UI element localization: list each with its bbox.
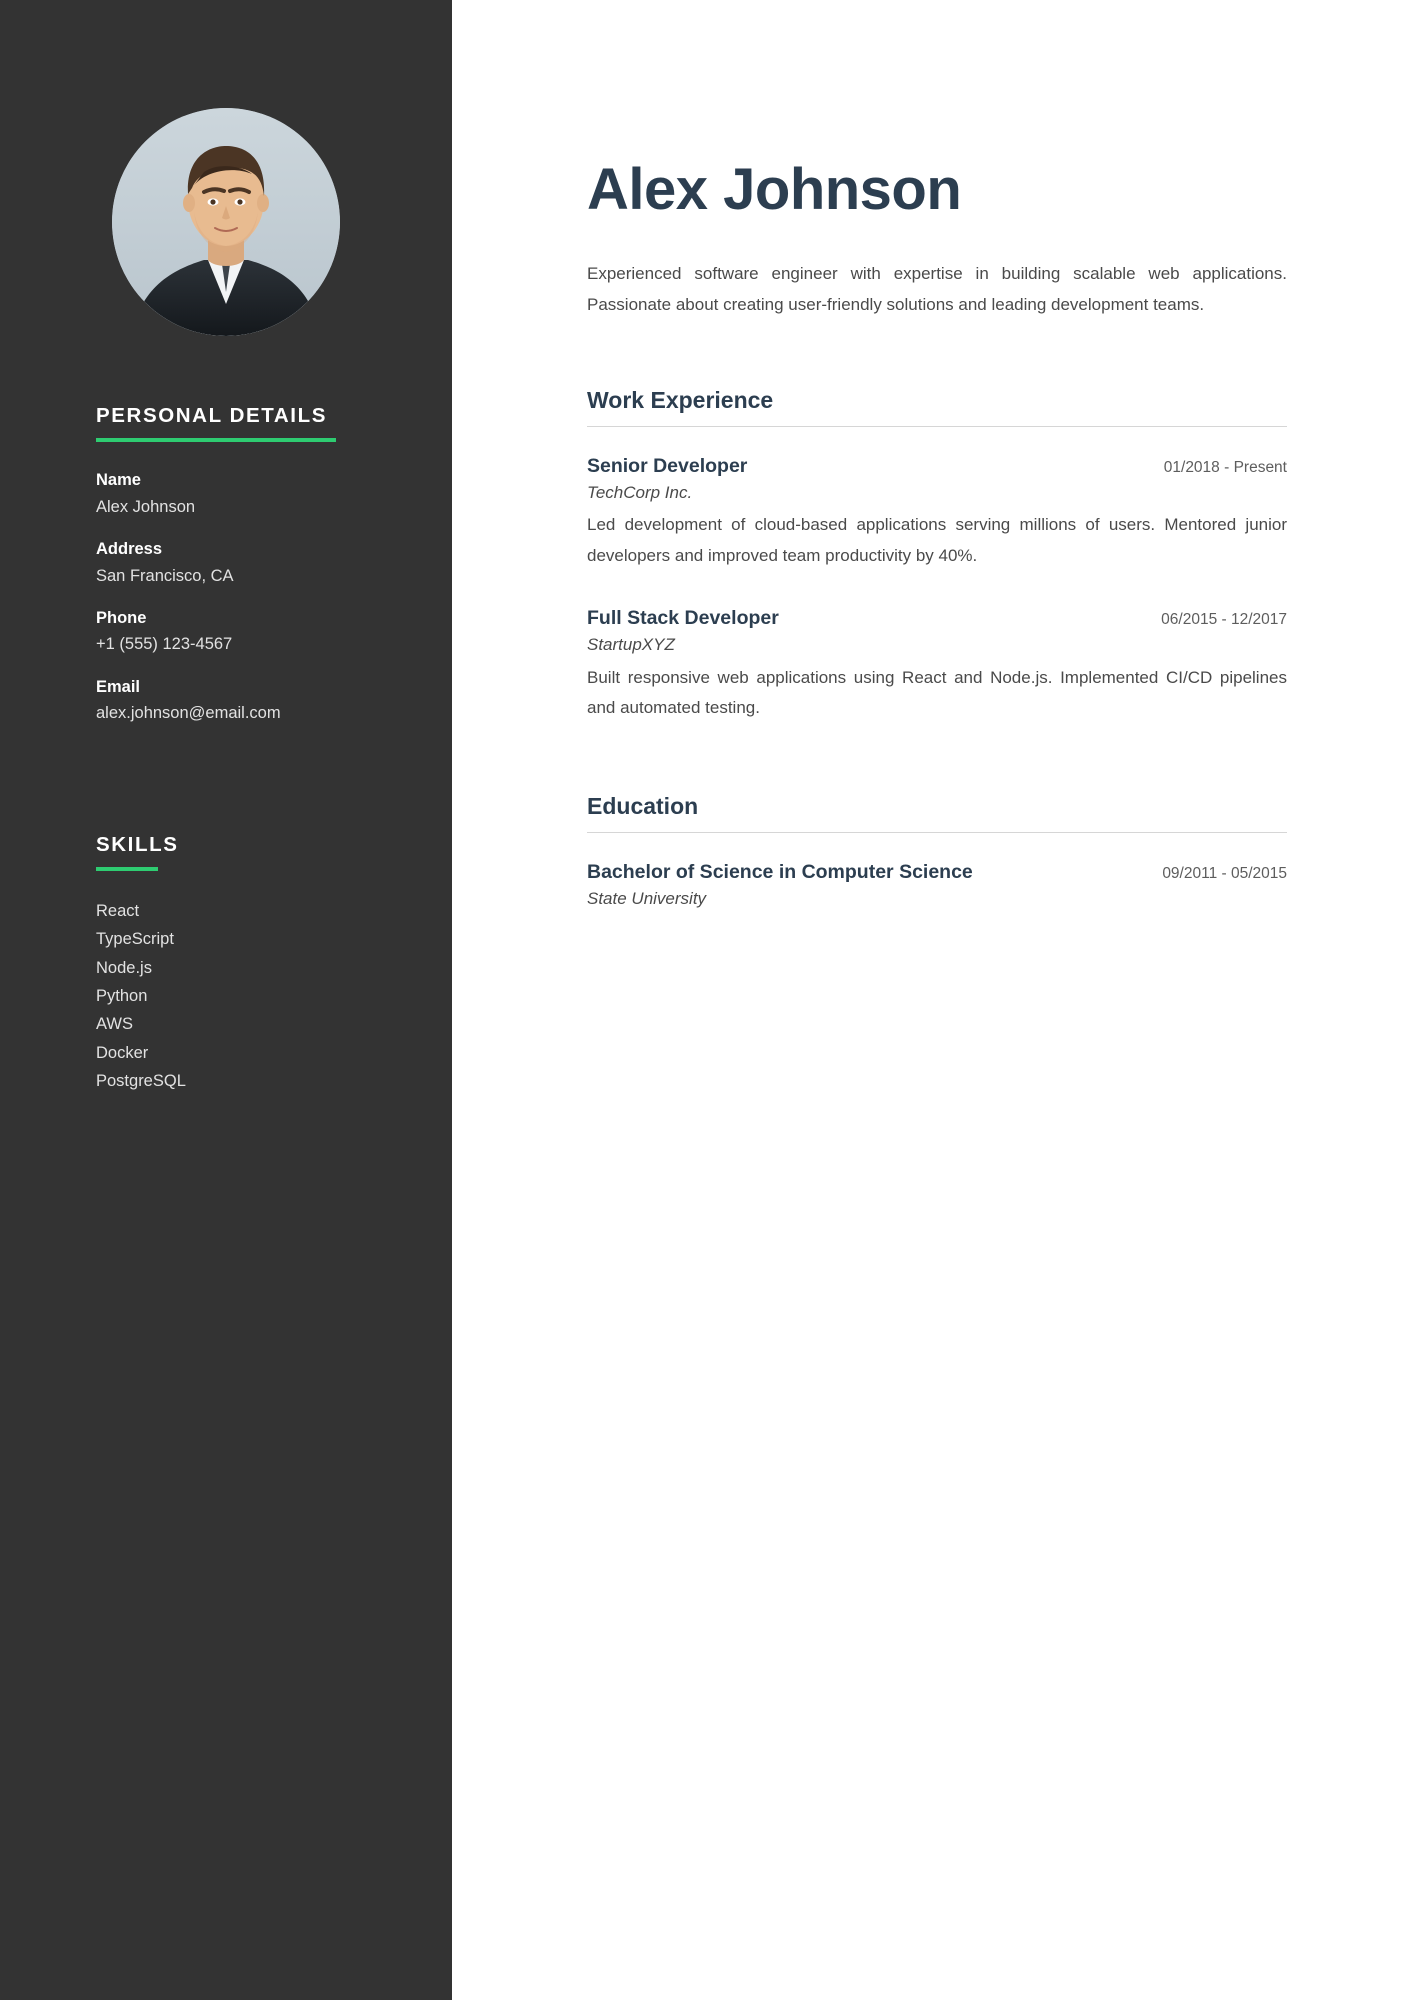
list-item: AWS [96,1015,133,1034]
section-divider [587,426,1287,427]
page-title: Alex Johnson [587,157,962,222]
entry-school: State University [587,889,707,909]
detail-name [96,468,356,520]
profile-photo-icon [112,108,340,336]
detail-phone [96,606,356,658]
personal-details-underline [96,438,336,442]
entry-description: Led development of cloud-based applications serving millions of users. Mentored junior developers and improved team productivity by 40%. [587,515,1287,565]
entry-header [587,859,1287,886]
entry-date: 06/2015 - 12/2017 [1161,610,1287,628]
detail-email [96,675,356,727]
education-section [587,793,1287,913]
entry-role: Full Stack Developer [587,606,779,629]
entry-organization: TechCorp Inc. [587,483,693,503]
detail-value: San Francisco, CA [96,566,234,585]
main-content [452,0,1414,2000]
entry-date: 09/2011 - 05/2015 [1162,865,1287,883]
detail-value: Alex Johnson [96,497,196,516]
work-entry [587,605,1287,723]
detail-address [96,537,356,589]
skills-underline [96,867,158,871]
avatar-container [0,0,452,336]
detail-label: Email [96,677,141,696]
entry-date: 01/2018 - Present [1163,458,1287,476]
detail-label: Address [96,539,163,558]
entry-degree: Bachelor of Science in Computer Science [587,861,973,884]
detail-label: Phone [96,608,147,627]
skills-section [0,833,452,1096]
entry-header [587,453,1287,480]
list-item: PostgreSQL [96,1072,186,1091]
work-experience-section [587,387,1287,723]
personal-details-heading: PERSONAL DETAILS [96,404,328,427]
entry-role: Senior Developer [587,454,748,477]
list-item: Docker [96,1043,149,1062]
work-entry [587,453,1287,571]
list-item: Node.js [96,958,152,977]
list-item: React [96,901,140,920]
entry-header [587,605,1287,632]
section-divider [587,832,1287,833]
personal-details-section [0,404,452,727]
list-item: TypeScript [96,930,174,949]
skills-list [96,897,356,1096]
education-heading: Education [587,793,699,820]
list-item: Python [96,986,148,1005]
avatar [112,108,340,336]
entry-description: Built responsive web applications using React and Node.js. Implemented CI/CD pipelines and automated testing. [587,667,1287,717]
detail-value: alex.johnson@email.com [96,704,281,723]
work-experience-heading: Work Experience [587,386,774,413]
education-entry [587,859,1287,913]
detail-label: Name [96,471,141,489]
entry-organization: StartupXYZ [587,635,675,655]
sidebar [0,0,452,2000]
profile-summary: Experienced software engineer with expertise in building scalable web applications. Passionate about creating user-friendly solutions and leading development teams. [587,263,1287,314]
skills-heading: SKILLS [96,832,179,856]
detail-value: +1 (555) 123-4567 [96,635,233,654]
